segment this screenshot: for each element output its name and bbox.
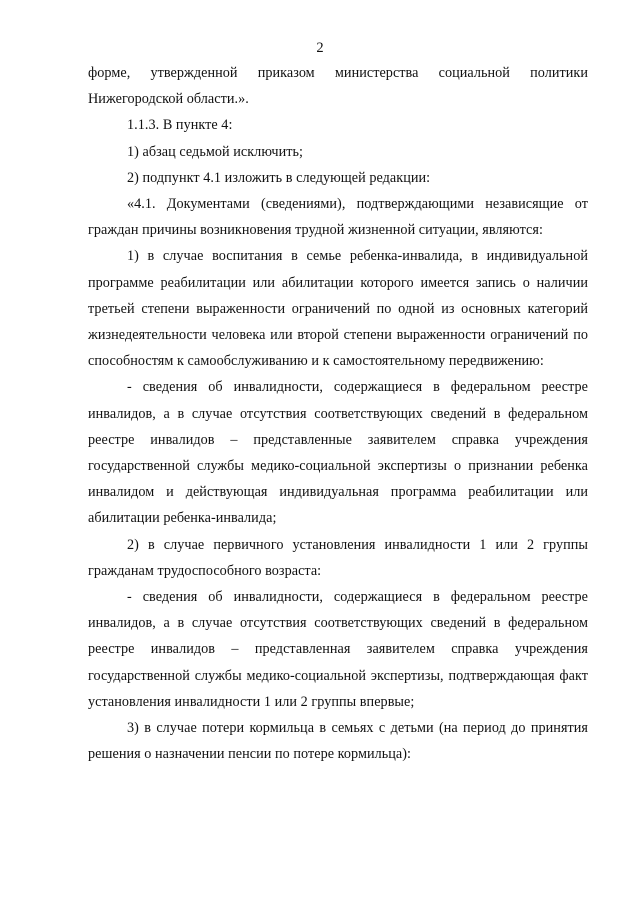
- page-number: 2: [316, 40, 324, 56]
- paragraph-subsection-4-1: «4.1. Документами (сведениями), подтверждающими независящие от граждан причины возникновения трудной жизненной ситуации, являются:: [88, 196, 588, 239]
- paragraph-case-2-details: - сведения об инвалидности, содержащиеся в федеральном реестре инвалидов, а в случае отсутствия соответствующих сведений в федеральном реестре инвалидов – представленная заявителем справка учреждения государственной службы медико-социальной экспертизы, подтверждающая факт установления инвалидности 1 или 2 группы впервые;: [88, 589, 588, 710]
- paragraph-case-2: 2) в случае первичного установления инвалидности 1 или 2 группы гражданам трудоспособного возраста:: [88, 536, 588, 579]
- document-body: [88, 60, 588, 767]
- paragraph-case-3: 3) в случае потери кормильца в семьях с детьми (на период до принятия решения о назначении пенсии по потере кормильца):: [88, 720, 588, 763]
- paragraph-case-1-details: - сведения об инвалидности, содержащиеся в федеральном реестре инвалидов, а в случае отсутствия соответствующих сведений в федеральном реестре инвалидов – представленные заявителем справка учреждения государственной службы медико-социальной экспертизы о признании ребенка инвалидом и действующая индивидуальная программа реабилитации или абилитации ребенка-инвалида;: [88, 379, 588, 527]
- paragraph-case-1: 1) в случае воспитания в семье ребенка-инвалида, в индивидуальной программе реабилитации или абилитации которого имеется запись о наличии третьей степени выраженности ограничений по одной из основных категорий жизнедеятельности человека или второй степени выраженности ограничений по способностям к самообслуживанию и к самостоятельному передвижению:: [88, 248, 588, 370]
- paragraph-item-1: 1) абзац седьмой исключить;: [127, 143, 304, 160]
- paragraph-continuation: форме, утвержденной приказом министерства социальной политики Нижегородской области.».: [88, 65, 588, 108]
- paragraph-section-1-1-3: 1.1.3. В пункте 4:: [127, 117, 233, 134]
- paragraph-item-2: 2) подпункт 4.1 изложить в следующей редакции:: [127, 169, 431, 186]
